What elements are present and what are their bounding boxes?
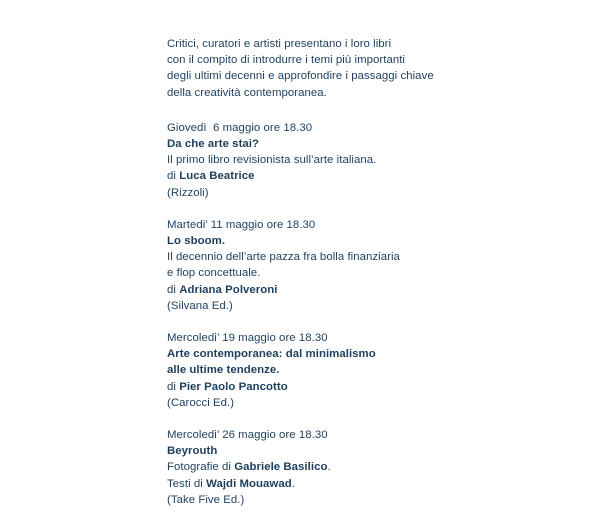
- event-date: Mercoledi’ 19 maggio ore 18.30: [167, 332, 328, 345]
- event-item: [167, 427, 587, 508]
- credit-suffix: .: [291, 477, 295, 490]
- event-publisher: (Carocci Ed.): [167, 396, 235, 409]
- event-item: [167, 120, 587, 201]
- author-prefix: di: [167, 170, 180, 183]
- event-date: Martedi’ 11 maggio ore 18.30: [167, 218, 316, 231]
- event-author: [167, 168, 587, 184]
- intro-paragraph: [167, 36, 587, 101]
- event-title: Arte contemporanea: dal minimalismo: [167, 348, 376, 361]
- event-author: [167, 282, 587, 298]
- event-date: Mercoledi’ 26 maggio ore 18.30: [167, 429, 328, 442]
- author-prefix: di: [167, 283, 180, 296]
- credit-name: Wajdi Mouawad: [206, 477, 292, 490]
- intro-line: con il compito di introdurre i temi più importanti: [167, 54, 406, 67]
- event-item: [167, 217, 587, 314]
- author-name: Pier Paolo Pancotto: [179, 380, 288, 393]
- event-title: Beyrouth: [167, 445, 218, 458]
- credit-prefix: Testi di: [167, 477, 207, 490]
- event-title: Da che arte stai?: [167, 138, 260, 151]
- event-title: alle ultime tendenze.: [167, 364, 280, 377]
- author-name: Adriana Polveroni: [179, 283, 278, 296]
- author-prefix: di: [167, 380, 180, 393]
- event-publisher: (Silvana Ed.): [167, 299, 233, 312]
- event-date: Giovedì 6 maggio ore 18.30: [167, 121, 313, 134]
- event-author: [167, 379, 587, 395]
- author-name: Luca Beatrice: [179, 170, 255, 183]
- intro-line: Critici, curatori e artisti presentano i loro libri: [167, 38, 392, 50]
- event-credit: [167, 476, 587, 492]
- event-subtitle: Il decennio dell’arte pazza fra bolla finanziaria: [167, 251, 400, 264]
- event-item: [167, 330, 587, 411]
- event-subtitle: e flop concettuale.: [167, 267, 261, 280]
- credit-prefix: Fotografie di: [167, 461, 235, 474]
- credit-suffix: .: [327, 461, 331, 474]
- credit-name: Gabriele Basilico: [234, 461, 328, 474]
- intro-line: della creatività contemporanea.: [167, 86, 327, 99]
- event-subtitle: Il primo libro revisionista sull’arte italiana.: [167, 154, 377, 167]
- intro-line: degli ultimi decenni e approfondire i passaggi chiave: [167, 70, 434, 83]
- event-title: Lo sboom.: [167, 235, 226, 248]
- event-program: [167, 36, 587, 524]
- event-publisher: (Rizzoli): [167, 186, 209, 199]
- event-publisher: (Take Five Ed.): [167, 493, 245, 506]
- event-credit: [167, 459, 587, 475]
